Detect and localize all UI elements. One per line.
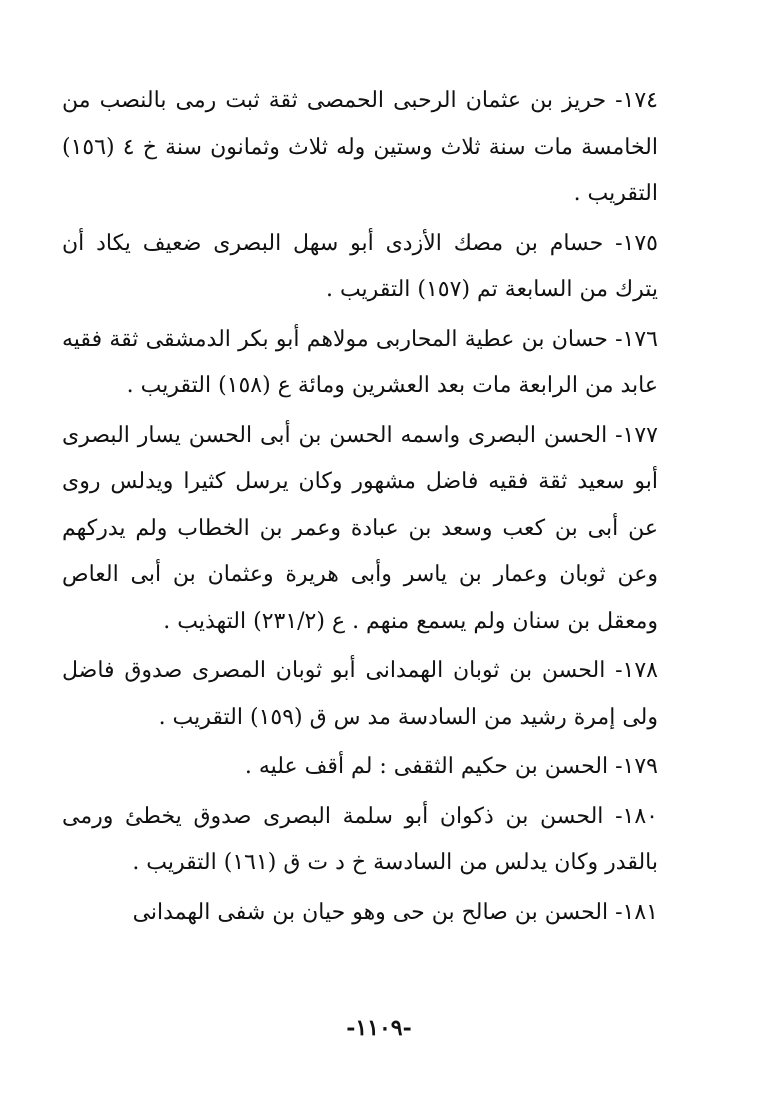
entry-177: ١٧٧- الحسن البصرى واسمه الحسن بن أبى الحسن يسار البصرى أبو سعيد ثقة فقيه فاضل مشهور وكان يرسل كثيرا ويدلس روى عن أبى بن كعب وسعد بن عبادة وعمر بن الخطاب ولم يدركهم وعن ثوبان وعمار بن ياسر وأبى هريرة وعثمان بن أبى العاص ومعقل بن سنان ولم يسمع منهم . ع (٢٣١/٢) التهذيب . <box>62 422 658 634</box>
entry-180: ١٨٠- الحسن بن ذكوان أبو سلمة البصرى صدوق يخطئ ورمى بالقدر وكان يدلس من السادسة خ د ت ق (١٦١) التقريب . <box>62 803 658 875</box>
entry-175: ١٧٥- حسام بن مصك الأزدى أبو سهل البصرى ضعيف يكاد أن يترك من السابعة تم (١٥٧) التقريب . <box>62 230 658 302</box>
entry-179: ١٧٩- الحسن بن حكيم الثقفى : لم أقف عليه . <box>244 754 658 779</box>
entry-178: ١٧٨- الحسن بن ثوبان الهمدانى أبو ثوبان المصرى صدوق فاضل ولى إمرة رشيد من السادسة مد س ق (١٥٩) التقريب . <box>62 658 658 730</box>
entry-176: ١٧٦- حسان بن عطية المحاربى مولاهم أبو بكر الدمشقى ثقة فقيه عابد من الرابعة مات بعد العشرين ومائة ع (١٥٨) التقريب . <box>62 326 658 398</box>
entry-181: ١٨١- الحسن بن صالح بن حى وهو حيان بن شفى الهمدانى <box>132 899 658 925</box>
page-number: -١١٠٩- <box>346 1015 412 1041</box>
entries-list <box>62 78 658 939</box>
entry-174: ١٧٤- حريز بن عثمان الرحبى الحمصى ثقة ثبت رمى بالنصب من الخامسة مات سنة ثلاث وستين وله ثلاث وثمانون سنة خ ٤ (١٥٦) التقريب . <box>62 88 659 206</box>
